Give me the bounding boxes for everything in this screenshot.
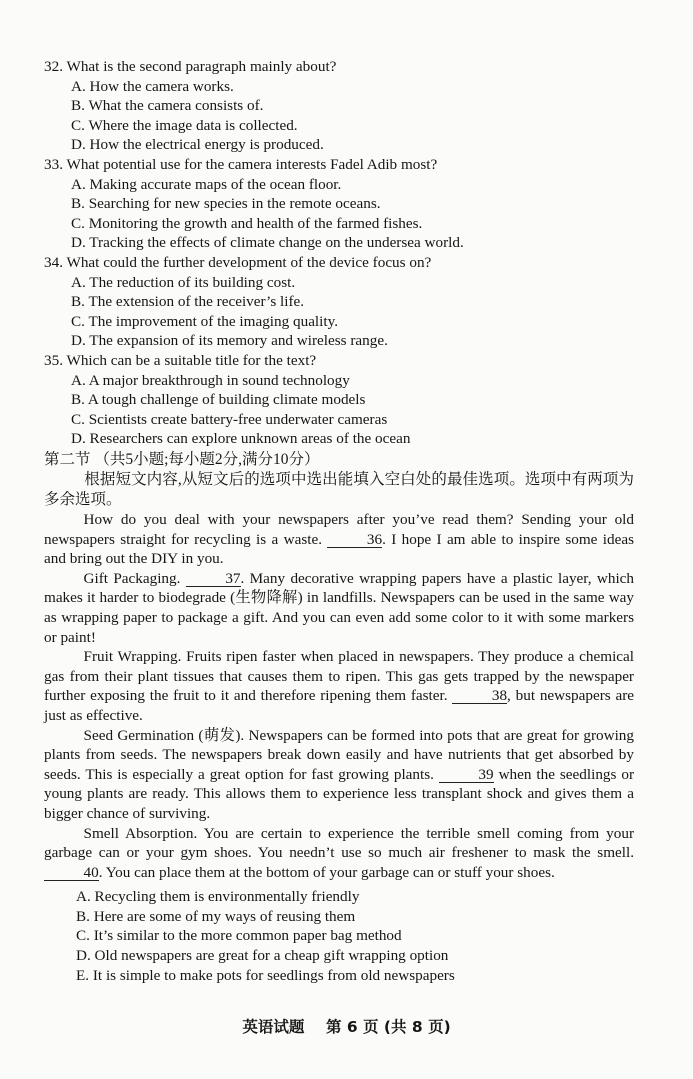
option-b: B. A tough challenge of building climate models: [71, 391, 366, 409]
option-d: D. How the electrical energy is produced.: [71, 136, 324, 154]
option-a: A. The reduction of its building cost.: [71, 273, 296, 291]
choice-b: B. Here are some of my ways of reusing them: [76, 907, 356, 925]
question-stem: 32. What is the second paragraph mainly about?: [44, 58, 337, 75]
question-32: [44, 57, 634, 155]
option-c: C. Scientists create battery-free underwater cameras: [71, 410, 388, 428]
footer-page-number: 第 6 页 (共 8 页): [325, 1018, 451, 1036]
paragraph-text: when the seedlings or young plants are ready. This allows them to experience less transplant shock and gives them a bigger chance of surviving.: [44, 765, 635, 822]
passage-paragraph-2: [44, 569, 634, 647]
question-stem: 33. What potential use for the camera interests Fadel Adib most?: [44, 155, 438, 173]
page-footer: [0, 1015, 693, 1037]
section-title: 第二节 （共5小题;每小题2分,满分10分）: [44, 451, 320, 468]
blank-37[interactable]: 37: [186, 571, 241, 587]
option-d: D. Researchers can explore unknown areas of the ocean: [71, 430, 411, 448]
paragraph-text: How do you deal with your newspapers after you’ve read them? Sending your old newspapers straight for recycling is a waste.: [44, 511, 634, 548]
option-a: A. A major breakthrough in sound technology: [71, 371, 350, 389]
question-34: [44, 253, 634, 351]
paragraph-text: Fruit Wrapping. Fruits ripen faster when placed in newspapers. They produce a chemical gas from their plant tissues that causes them to ripen. This gas gets trapped by the newspaper further exposing the fruit to it and therefore ripening them faster.: [44, 648, 634, 705]
blank-36[interactable]: 36: [327, 532, 382, 548]
paragraph-text: Gift Packaging.: [83, 569, 181, 587]
option-c: C. Where the image data is collected.: [71, 116, 298, 134]
blank-38[interactable]: 38: [452, 688, 507, 704]
option-a: A. Making accurate maps of the ocean floor.: [71, 175, 342, 193]
option-b: B. Searching for new species in the remote oceans.: [71, 195, 381, 213]
option-a: A. How the camera works.: [71, 77, 234, 95]
option-b: B. The extension of the receiver’s life.: [71, 293, 305, 311]
question-33: [44, 155, 634, 253]
paragraph-text: Smell Absorption. You are certain to experience the terrible smell coming from your garbage can or your gym shoes. You needn’t use so much air freshener to mask the smell.: [44, 824, 634, 862]
section-two: [44, 450, 634, 985]
blank-39[interactable]: 39: [439, 767, 494, 783]
question-stem: 34. What could the further development of the device focus on?: [44, 253, 432, 271]
passage-paragraph-4: [44, 726, 634, 824]
choice-d: D. Old newspapers are great for a cheap gift wrapping option: [76, 947, 449, 965]
section-instruction: 根据短文内容,从短文后的选项中选出能填入空白处的最佳选项。选项中有两项为多余选项。: [44, 471, 634, 508]
paragraph-text: . You can place them at the bottom of your garbage can or stuff your shoes.: [98, 863, 555, 881]
option-c: C. Monitoring the growth and health of the farmed fishes.: [71, 214, 423, 232]
paragraph-text: . I hope I am able to inspire some ideas and bring out the DIY in you.: [44, 530, 634, 568]
option-b: B. What the camera consists of.: [71, 97, 264, 115]
option-d: D. The expansion of its memory and wireless range.: [71, 332, 388, 350]
passage-paragraph-3: [44, 647, 634, 725]
paragraph-text: , but newspapers are just as effective.: [44, 687, 635, 724]
question-35: [44, 351, 634, 449]
choice-c: C. It’s similar to the more common paper bag method: [76, 927, 402, 945]
choice-e: E. It is simple to make pots for seedlings from old newspapers: [76, 966, 455, 984]
blank-40[interactable]: 40: [44, 865, 99, 881]
questions-block: [44, 57, 634, 449]
paragraph-text: . Many decorative wrapping papers have a plastic layer, which makes it harder to biodegrade (生物降解) in landfills. Newspapers can be used in the same way as wrapping paper to package a gift. And you can even add some color to it with some markers or paint!: [44, 569, 635, 646]
option-d: D. Tracking the effects of climate change on the undersea world.: [71, 234, 464, 252]
paragraph-text: Seed Germination (萌发). Newspapers can be formed into pots that are great for growing plants from seeds. The newspapers break down easily and have nutrients that get absorbed by seeds. This is especially a great option for fast growing plants.: [44, 726, 634, 783]
passage-paragraph-1: [44, 510, 634, 569]
question-stem: 35. Which can be a suitable title for the text?: [44, 351, 317, 369]
option-c: C. The improvement of the imaging quality.: [71, 312, 338, 330]
answer-choices: [44, 887, 634, 985]
choice-a: A. Recycling them is environmentally friendly: [76, 888, 360, 906]
footer-subject: 英语试题: [242, 1018, 305, 1036]
passage-paragraph-5: [44, 824, 634, 883]
